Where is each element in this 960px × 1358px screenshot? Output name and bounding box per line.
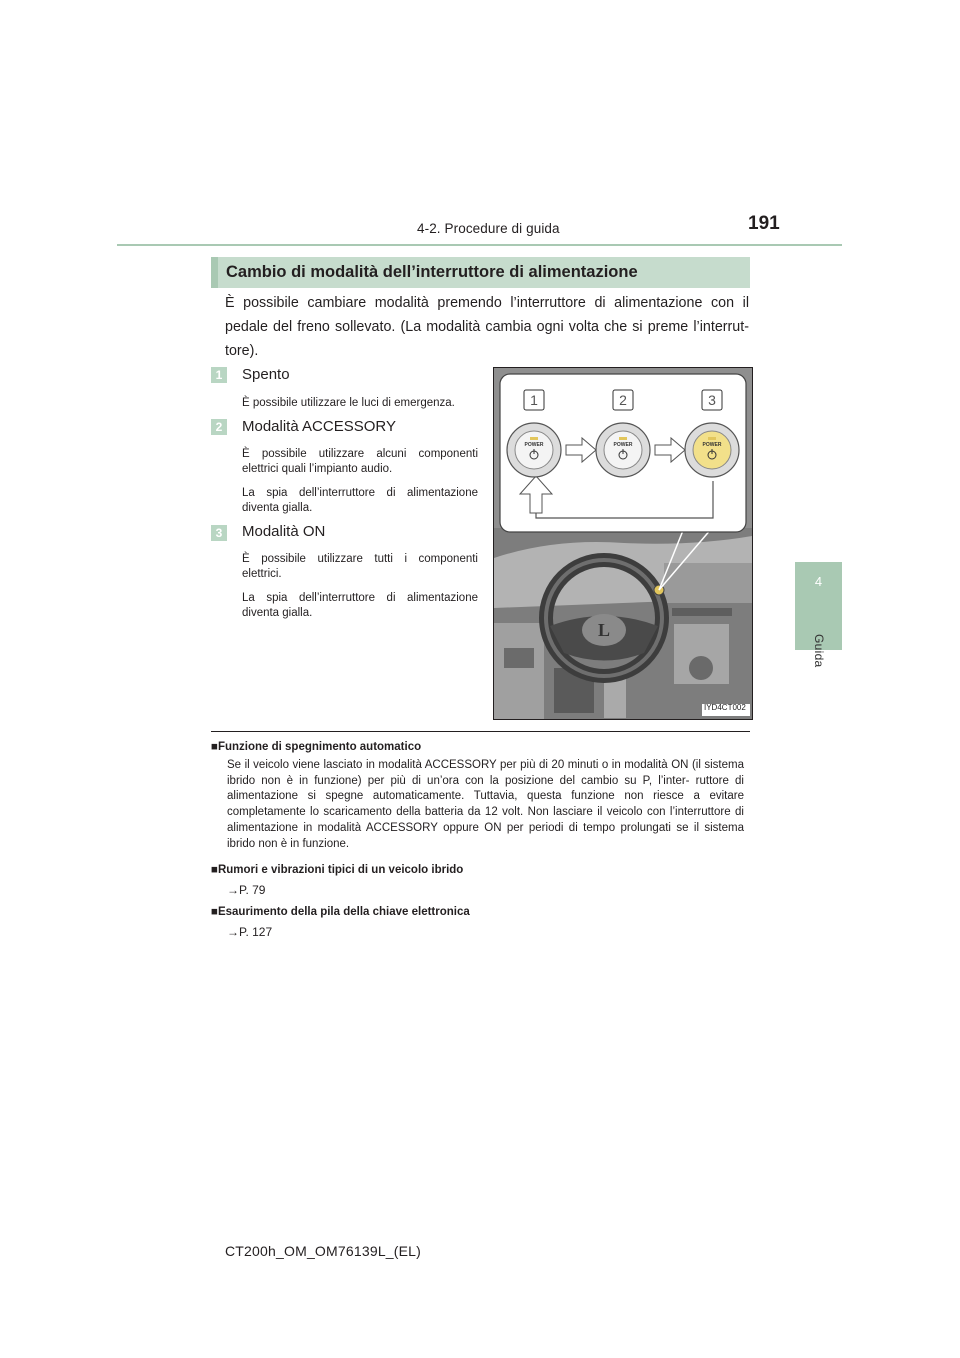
header-section: 4-2. Procedure di guida [417, 221, 560, 236]
figure-code: IYD4CT002 [704, 703, 746, 712]
mode-2-title: Modalità ACCESSORY [242, 418, 396, 435]
power-button-off [507, 423, 561, 477]
chapter-number: 4 [814, 574, 823, 589]
mode-3-number: 3 [211, 525, 227, 541]
note-2-ref: →P. 79 [227, 883, 266, 897]
header-rule [117, 244, 842, 246]
mode-1-title: Spento [242, 366, 290, 383]
power-label-1: POWER [524, 442, 544, 448]
mode-3-desc-2: La spia dell’interruttore di alimentazione diventa gialla. [242, 592, 478, 619]
power-button-on [685, 423, 739, 477]
note-1-body: Se il veicolo viene lasciato in modalità ACCESSORY per più di 20 minuti o in modalità ON (il sistema ibrido non è in funzione) per più di un’ora con la posizione del cambio su P, l’inter- ruttore di alimentazione si spegne automaticamente. Tuttavia, questa funzione non riesce a evitare completamente lo scaricamento della batteria da 12 volt. Non lasciare il veicolo con l’interruttore di alimentazione in modalità ACCESSORY oppure ON per periodi di tempo prolungati se il sistema ibrido non è in funzione. [227, 759, 744, 850]
note-1-title: ■Funzione di spegnimento automatico [211, 741, 422, 753]
notes-rule [211, 731, 750, 732]
mode-3-title: Modalità ON [242, 523, 326, 540]
mode-1-number: 1 [211, 367, 227, 383]
power-label-2: POWER [613, 442, 633, 448]
dashboard-illustration [494, 368, 752, 719]
mode-2-number: 2 [211, 419, 227, 435]
note-2-title: ■Rumori e vibrazioni tipici di un veicolo ibrido [211, 864, 464, 876]
note-3-title: ■Esaurimento della pila della chiave elettronica [211, 906, 470, 918]
figure-callout-2: 2 [619, 392, 627, 408]
footer-code: CT200h_OM_OM76139L_(EL) [225, 1243, 422, 1259]
figure-callout-3: 3 [708, 392, 716, 408]
mode-2-desc-1: È possibile utilizzare alcuni componenti elettrici quali l’impianto audio. [242, 448, 478, 475]
mode-3-desc-1: È possibile utilizzare tutti i componenti elettrici. [242, 553, 478, 580]
mode-2-desc-2: La spia dell’interruttore di alimentazione diventa gialla. [242, 487, 478, 514]
power-button-accessory [596, 423, 650, 477]
mode-1-desc: È possibile utilizzare le luci di emergenza. [242, 397, 455, 409]
note-3-ref: →P. 127 [227, 925, 273, 939]
section-title: Cambio di modalità dell’interruttore di alimentazione [211, 257, 750, 288]
svg-text:L: L [597, 620, 611, 640]
figure-callout-1: 1 [530, 392, 538, 408]
power-label-3: POWER [702, 442, 722, 448]
power-switch-figure [493, 367, 753, 720]
chapter-label: Guida [812, 634, 826, 668]
intro-paragraph: È possibile cambiare modalità premendo l’interruttore di alimentazione con il pedale del freno sollevato. (La modalità cambia ogni volta che si preme l’interrut- tore). [225, 295, 749, 359]
page-number: 191 [748, 213, 780, 234]
